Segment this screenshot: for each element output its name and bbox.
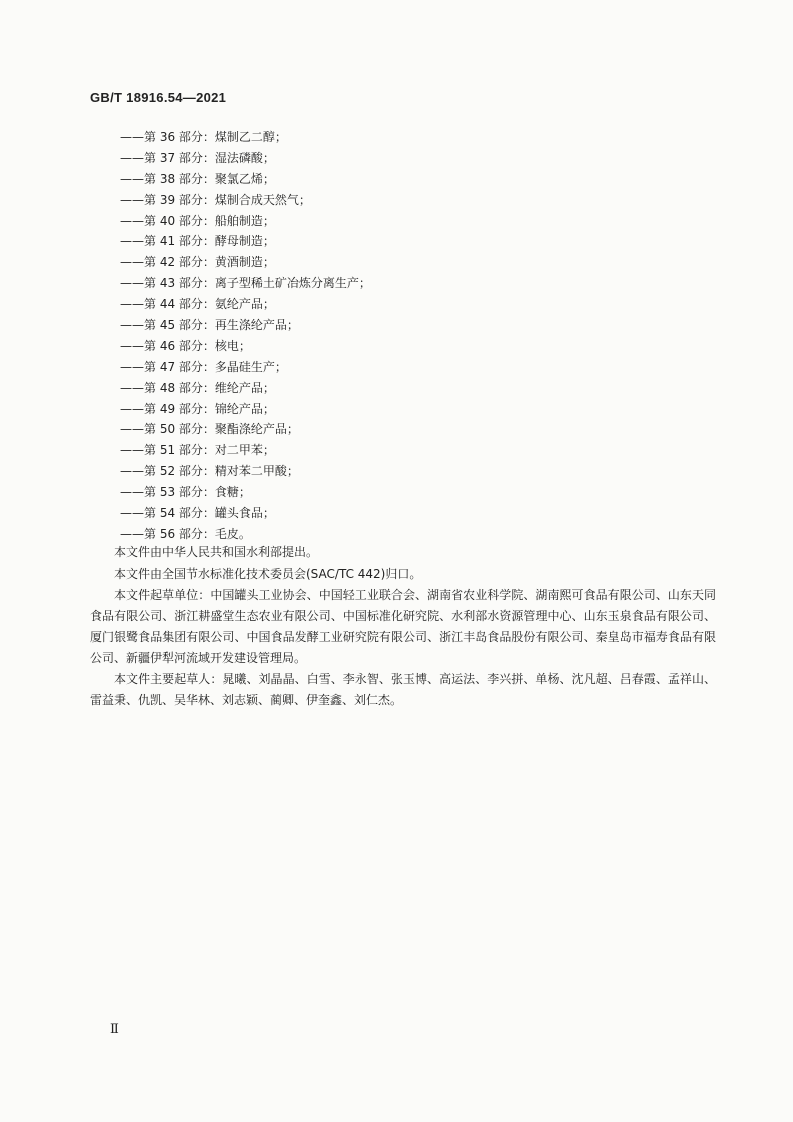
- list-item: ——第 54 部分：罐头食品；: [120, 506, 275, 521]
- list-item: ——第 39 部分：煤制合成天然气；: [120, 192, 311, 207]
- list-item: ——第 51 部分：对二甲苯；: [120, 443, 275, 458]
- list-item: ——第 49 部分：锦纶产品；: [120, 401, 275, 416]
- list-item: ——第 44 部分：氨纶产品；: [120, 297, 275, 312]
- list-item: ——第 53 部分：食糖；: [120, 485, 251, 500]
- standard-code: GB/T 18916.54—2021: [90, 90, 227, 105]
- jurisdiction-paragraph: 本文件由全国节水标准化技术委员会(SAC/TC 442)归口。: [114, 567, 422, 581]
- list-item: ——第 40 部分：船舶制造；: [120, 213, 275, 228]
- page-number: Ⅱ: [110, 1022, 119, 1037]
- list-item: ——第 37 部分：湿法磷酸；: [120, 150, 275, 165]
- list-item: ——第 50 部分：聚酯涤纶产品；: [120, 422, 299, 437]
- list-item: ——第 38 部分：聚氯乙烯；: [120, 171, 275, 186]
- list-item: ——第 43 部分：离子型稀土矿冶炼分离生产；: [120, 276, 371, 291]
- list-item: ——第 56 部分：毛皮。: [120, 526, 251, 541]
- list-item: ——第 47 部分：多晶硅生产；: [120, 359, 287, 374]
- proposed-by-paragraph: 本文件由中华人民共和国水利部提出。: [114, 545, 319, 559]
- list-item: ——第 46 部分：核电；: [120, 338, 251, 353]
- list-item: ——第 52 部分：精对苯二甲酸；: [120, 464, 299, 479]
- list-item: ——第 41 部分：酵母制造；: [120, 234, 275, 249]
- list-item: ——第 36 部分：煤制乙二醇；: [120, 130, 287, 144]
- main-drafters-paragraph: 本文件主要起草人：晁曦、刘晶晶、白雪、李永智、张玉博、高运法、李兴拼、单杨、沈凡超、吕春霞、孟祥山、雷益秉、仇凯、吴华林、刘志颖、蔺卿、伊奎鑫、刘仁杰。: [90, 672, 716, 707]
- list-item: ——第 45 部分：再生涤纶产品；: [120, 318, 299, 333]
- list-item: ——第 48 部分：维纶产品；: [120, 380, 275, 395]
- list-item: ——第 42 部分：黄酒制造；: [120, 255, 275, 270]
- parts-list: [120, 127, 371, 545]
- drafting-units-paragraph: 本文件起草单位：中国罐头工业协会、中国轻工业联合会、湖南省农业科学院、湖南熙可食品有限公司、山东天同食品有限公司、浙江耕盛堂生态农业有限公司、中国标准化研究院、水利部水资源管理中心、山东玉泉食品有限公司、厦门银鹭食品集团有限公司、中国食品发酵工业研究院有限公司、浙江丰岛食品股份有限公司、秦皇岛市福寿食品有限公司、新疆伊犁河流域开发建设管理局。: [90, 588, 716, 665]
